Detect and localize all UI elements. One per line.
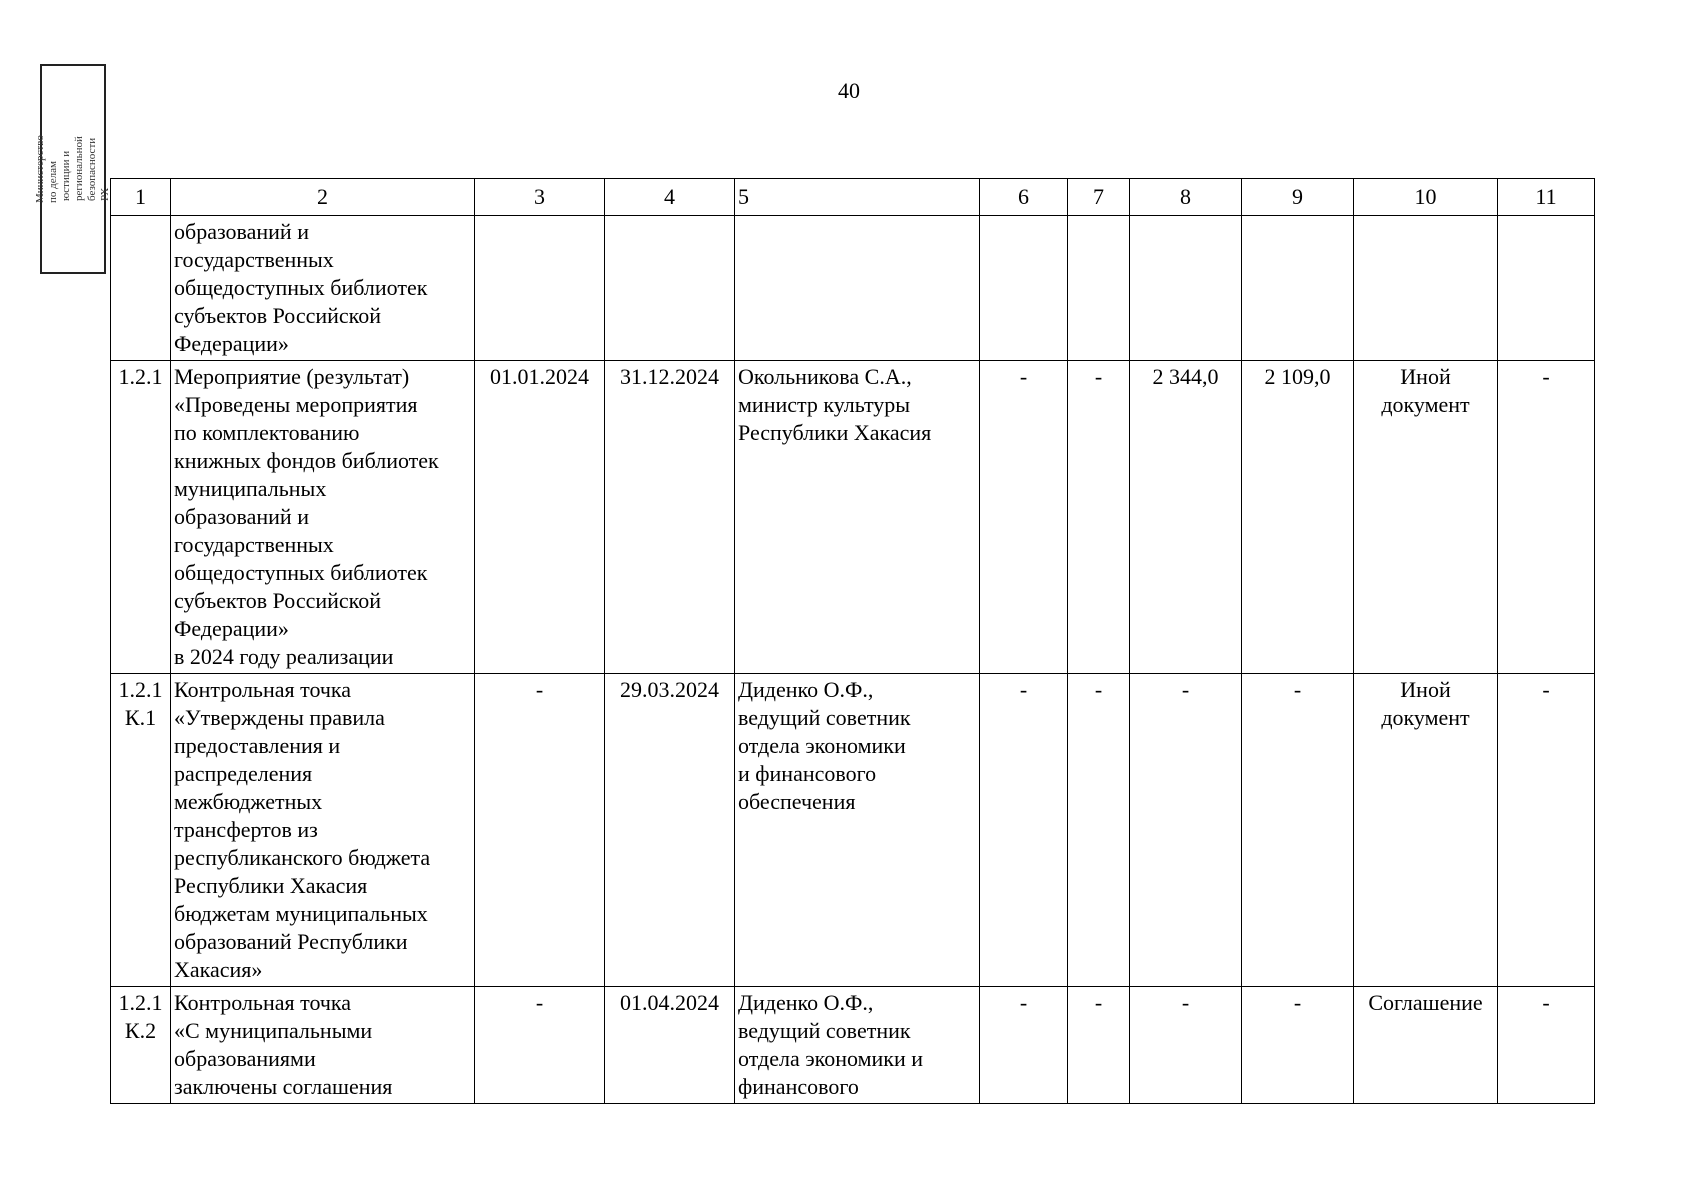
column-header: 10	[1354, 179, 1498, 216]
column-header: 11	[1498, 179, 1595, 216]
cell-name: образований и государственных общедоступных библиотек субъектов Российской Федерации»	[171, 216, 475, 361]
cell-number	[111, 216, 171, 361]
cell-col6: -	[980, 674, 1068, 987]
cell-end-date	[605, 216, 735, 361]
cell-col6: -	[980, 987, 1068, 1104]
page-number: 40	[838, 78, 860, 103]
column-header: 1	[111, 179, 171, 216]
stamp-line: безопасности РХ	[86, 137, 111, 201]
cell-responsible: Окольникова С.А., министр культуры Республики Хакасия	[735, 361, 980, 674]
cell-col9: -	[1242, 674, 1354, 987]
cell-col8	[1130, 216, 1242, 361]
cell-col11: -	[1498, 361, 1595, 674]
cell-number: 1.2.1 К.1	[111, 674, 171, 987]
cell-number: 1.2.1 К.2	[111, 987, 171, 1104]
cell-col9	[1242, 216, 1354, 361]
cell-end-date: 31.12.2024	[605, 361, 735, 674]
cell-end-date: 01.04.2024	[605, 987, 735, 1104]
column-header: 8	[1130, 179, 1242, 216]
cell-name: Контрольная точка «С муниципальными образованиями заключены соглашения	[171, 987, 475, 1104]
column-header: 2	[171, 179, 475, 216]
column-header: 5	[735, 179, 980, 216]
cell-col9: -	[1242, 987, 1354, 1104]
cell-col8: -	[1130, 987, 1242, 1104]
cell-start-date: 01.01.2024	[475, 361, 605, 674]
stamp-line: юстиции и региональной	[60, 136, 85, 202]
registration-stamp	[34, 64, 111, 274]
cell-col7: -	[1068, 674, 1130, 987]
column-header: 7	[1068, 179, 1130, 216]
cell-number: 1.2.1	[111, 361, 171, 674]
cell-name: Контрольная точка «Утверждены правила предоставления и распределения межбюджетных трансфертов из республиканского бюджета Республики Хакасия бюджетам муниципальных образований Республики Хакасия»	[171, 674, 475, 987]
table-row	[111, 674, 1595, 987]
table-row	[111, 987, 1595, 1104]
cell-start-date	[475, 216, 605, 361]
cell-document: Иной документ	[1354, 361, 1498, 674]
cell-col7	[1068, 216, 1130, 361]
cell-start-date: -	[475, 674, 605, 987]
cell-col11	[1498, 216, 1595, 361]
table-header-row	[111, 179, 1595, 216]
cell-col8: -	[1130, 674, 1242, 987]
cell-responsible: Диденко О.Ф., ведущий советник отдела экономики и финансового обеспечения	[735, 674, 980, 987]
column-header: 3	[475, 179, 605, 216]
table-row	[111, 361, 1595, 674]
column-header: 4	[605, 179, 735, 216]
cell-col6	[980, 216, 1068, 361]
cell-document	[1354, 216, 1498, 361]
column-header: 9	[1242, 179, 1354, 216]
cell-col6: -	[980, 361, 1068, 674]
cell-document: Иной документ	[1354, 674, 1498, 987]
cell-col9: 2 109,0	[1242, 361, 1354, 674]
cell-document: Соглашение	[1354, 987, 1498, 1104]
cell-name: Мероприятие (результат) «Проведены мероприятия по комплектованию книжных фондов библиотек муниципальных образований и государственных общедоступных библиотек субъектов Российской Федерации» в 2024 году реализации	[171, 361, 475, 674]
activities-table	[110, 178, 1595, 1104]
cell-col7: -	[1068, 361, 1130, 674]
stamp-line: Министерство по делам	[34, 135, 59, 203]
column-header: 6	[980, 179, 1068, 216]
cell-start-date: -	[475, 987, 605, 1104]
cell-responsible	[735, 216, 980, 361]
cell-col11: -	[1498, 987, 1595, 1104]
cell-col7: -	[1068, 987, 1130, 1104]
cell-col11: -	[1498, 674, 1595, 987]
table-row-continuation	[111, 216, 1595, 361]
cell-responsible: Диденко О.Ф., ведущий советник отдела экономики и финансового	[735, 987, 980, 1104]
cell-end-date: 29.03.2024	[605, 674, 735, 987]
cell-col8: 2 344,0	[1130, 361, 1242, 674]
